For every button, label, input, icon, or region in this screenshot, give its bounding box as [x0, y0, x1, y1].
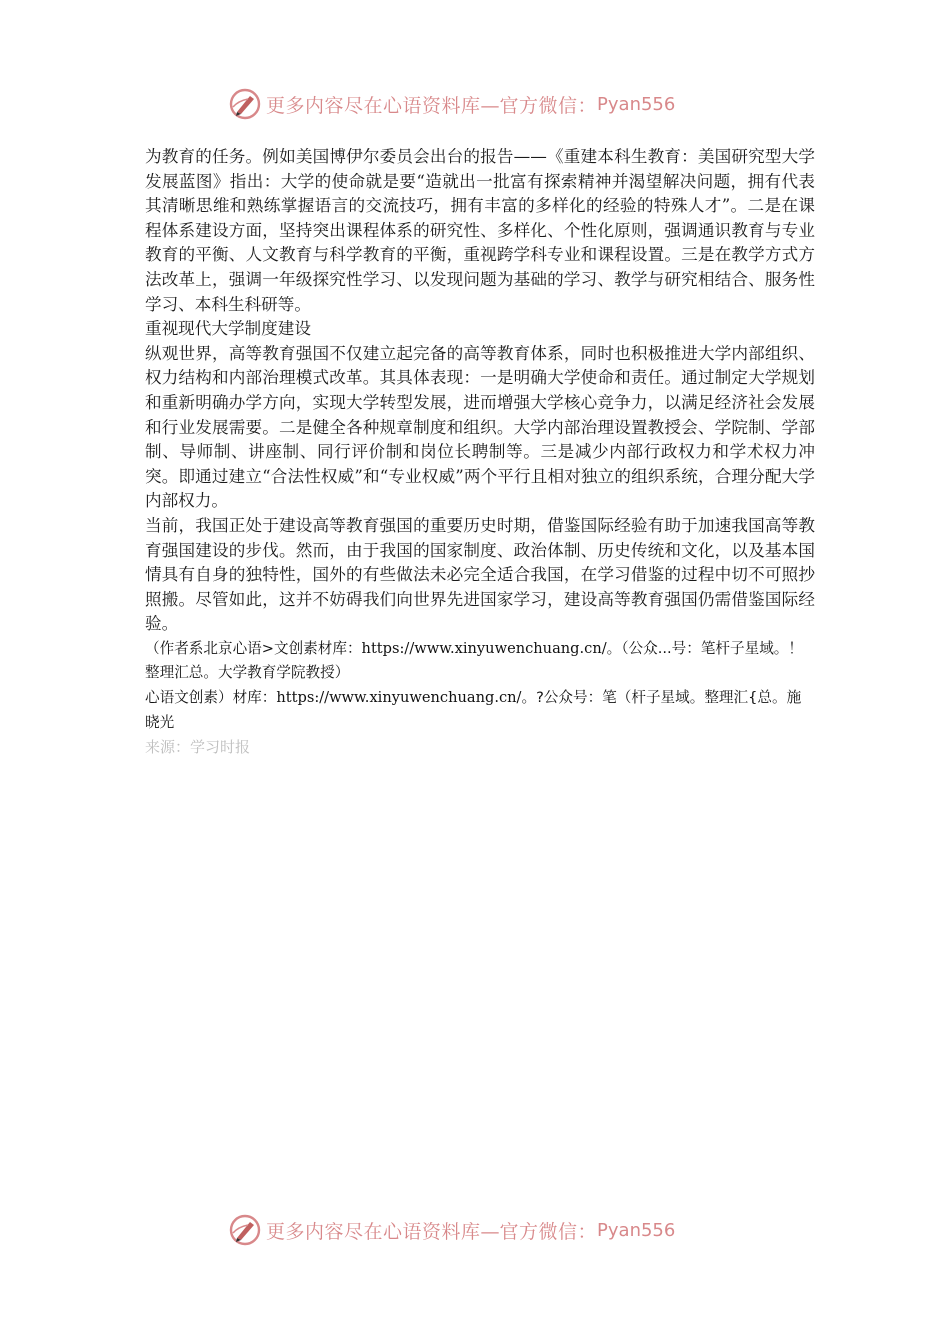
paragraph-2: 纵观世界，高等教育强国不仅建立起完备的高等教育体系，同时也积极推进大学内部组织、权力结构和内部治理模式改革。其具体表现：一是明确大学使命和责任。通过制定大学规划和重新明确办学方向，实现大学转型发展，进而增强大学核心竞争力，以满足经济社会发展和行业发展需要。二是健全各种规章制度和组织。大学内部治理设置教授会、学院制、学部制、导师制、讲座制、同行评价制和岗位长聘制等。三是减少内部行政权力和学术权力冲突。即通过建立“合法性权威”和“专业权威”两个平行且相对独立的组织系统，合理分配大学内部权力。	[145, 343, 815, 511]
banner-slogan: 更多内容尽在心语资料库—官方微信：	[266, 1220, 598, 1243]
banner-slogan: 更多内容尽在心语资料库—官方微信：	[266, 94, 598, 117]
author-credit-2: 心语文创素）材库：https://www.xinyuwenchuang.cn/。?公众号：笔（杆子星域。整理汇{总。施晓光	[145, 689, 802, 731]
article-body	[145, 145, 815, 760]
banner-wechat-id: Pyan556	[597, 1219, 676, 1241]
source-line: 来源：学习时报	[145, 738, 251, 757]
footer-banner	[228, 1210, 748, 1250]
credit-link[interactable]: https://www.xinyuwenchuang.cn/	[361, 639, 607, 657]
banner-wechat-id: Pyan556	[597, 93, 676, 115]
header-banner	[228, 84, 748, 124]
paragraph-1: 为教育的任务。例如美国博伊尔委员会出台的报告——《重建本科生教育：美国研究型大学发展蓝图》指出：大学的使命就是要“造就出一批富有探索精神并渴望解决问题，拥有代表其清晰思维和熟练掌握语言的交流技巧，拥有丰富的多样化的经验的特殊人才”。二是在课程体系建设方面，坚持突出课程体系的研究性、多样化、个性化原则，强调通识教育与专业教育的平衡、人文教育与科学教育的平衡，重视跨学科专业和课程设置。三是在教学方式方法改革上，强调一年级探究性学习、以发现问题为基础的学习、教学与研究相结合、服务性学习、本科生科研等。	[145, 147, 815, 314]
section-heading: 重视现代大学制度建设	[145, 319, 311, 339]
paragraph-3: 当前，我国正处于建设高等教育强国的重要历史时期，借鉴国际经验有助于加速我国高等教育强国建设的步伐。然而，由于我国的国家制度、政治体制、历史传统和文化，以及基本国情具有自身的独特性，国外的有些做法未必完全适合我国，在学习借鉴的过程中切不可照抄照搬。尽管如此，这并不妨碍我们向世界先进国家学习，建设高等教育强国仍需借鉴国际经验。	[145, 515, 815, 634]
credit-link-2[interactable]: https://www.xinyuwenchuang.cn/	[276, 689, 522, 707]
author-credit: （作者系北京心语>文创素材库：https://www.xinyuwenchuang.cn/。（公众...号：笔杆子星域。！ 整理汇总。大学教育学院教授）	[145, 639, 803, 682]
pen-nib-circle-icon	[228, 87, 262, 121]
pen-nib-circle-icon	[228, 1213, 262, 1247]
